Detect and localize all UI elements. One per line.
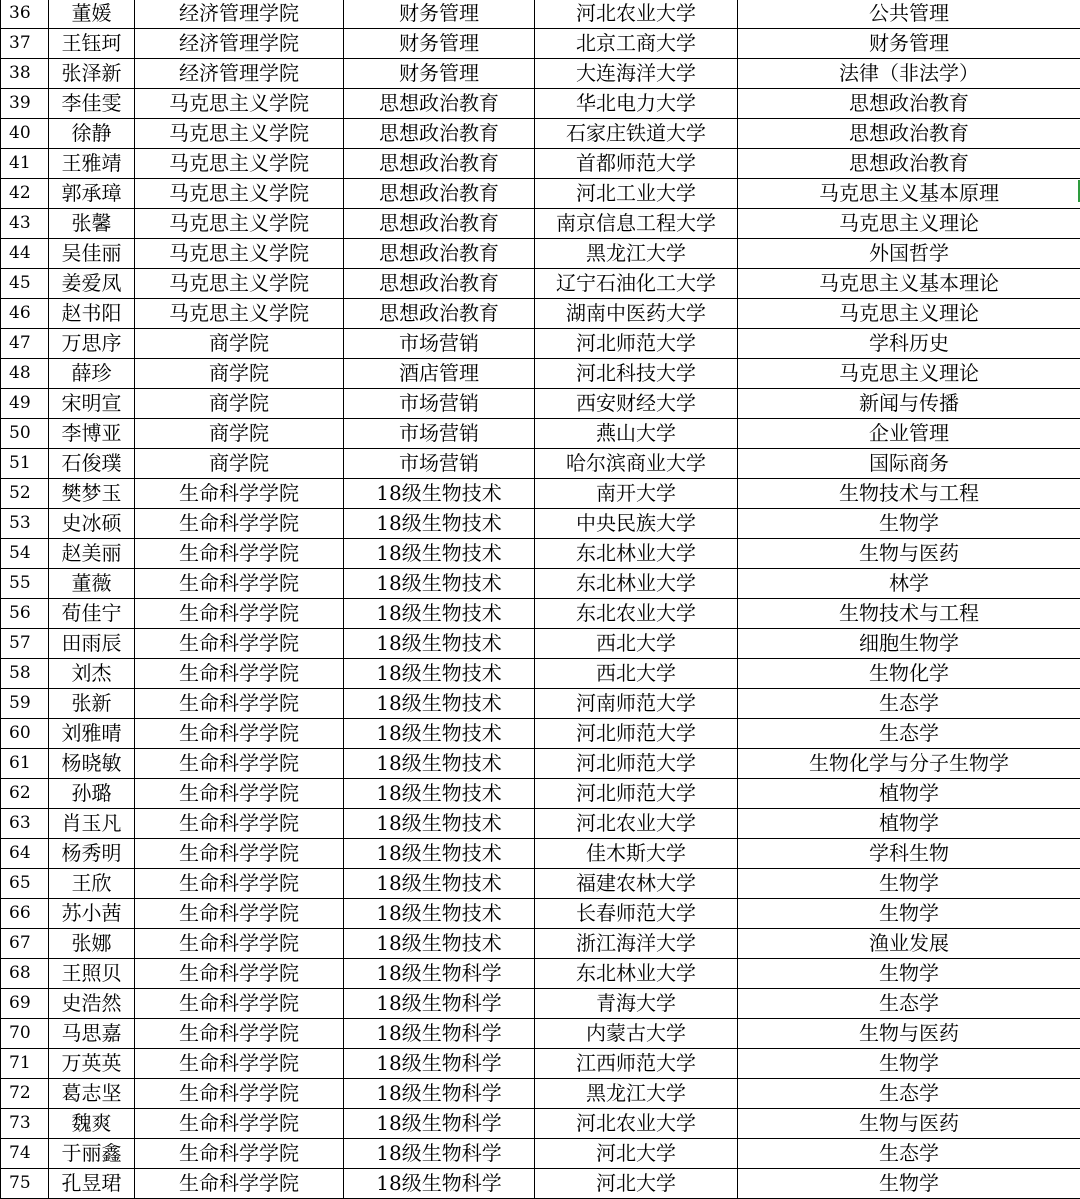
table-row: [1, 179, 1080, 209]
table-row: [1, 719, 1080, 749]
table-row: [1, 1049, 1080, 1079]
admitted-university-cell: 河北师范大学: [535, 779, 738, 809]
admitted-university-cell: 哈尔滨商业大学: [535, 449, 738, 479]
college-cell: 马克思主义学院: [135, 209, 344, 239]
row-number-cell: 39: [1, 89, 49, 119]
table-row: [1, 749, 1080, 779]
college-cell: 商学院: [135, 359, 344, 389]
row-number-cell: 37: [1, 29, 49, 59]
admitted-university-cell: 佳木斯大学: [535, 839, 738, 869]
row-number-cell: 73: [1, 1109, 49, 1139]
admitted-major-cell: 生物技术与工程: [738, 479, 1080, 509]
admitted-university-cell: 首都师范大学: [535, 149, 738, 179]
admitted-major-cell: 新闻与传播: [738, 389, 1080, 419]
admitted-university-cell: 河北农业大学: [535, 809, 738, 839]
admitted-university-cell: 河北大学: [535, 1169, 738, 1199]
college-cell: 马克思主义学院: [135, 179, 344, 209]
table-row: [1, 1079, 1080, 1109]
table-row: [1, 959, 1080, 989]
admitted-university-cell: 南京信息工程大学: [535, 209, 738, 239]
student-name-cell: 吴佳丽: [49, 239, 135, 269]
college-cell: 生命科学学院: [135, 839, 344, 869]
row-number-cell: 51: [1, 449, 49, 479]
admitted-university-cell: 华北电力大学: [535, 89, 738, 119]
row-number-cell: 52: [1, 479, 49, 509]
admitted-major-cell: 生物学: [738, 899, 1080, 929]
admitted-major-cell: 植物学: [738, 809, 1080, 839]
student-name-cell: 马思嘉: [49, 1019, 135, 1049]
admitted-university-cell: 北京工商大学: [535, 29, 738, 59]
row-number-cell: 72: [1, 1079, 49, 1109]
row-number-cell: 67: [1, 929, 49, 959]
student-name-cell: 李佳雯: [49, 89, 135, 119]
admitted-university-cell: 福建农林大学: [535, 869, 738, 899]
undergrad-major-cell: 18级生物科学: [344, 959, 535, 989]
student-name-cell: 徐静: [49, 119, 135, 149]
student-name-cell: 刘雅晴: [49, 719, 135, 749]
college-cell: 生命科学学院: [135, 599, 344, 629]
undergrad-major-cell: 18级生物技术: [344, 509, 535, 539]
undergrad-major-cell: 财务管理: [344, 59, 535, 89]
college-cell: 生命科学学院: [135, 509, 344, 539]
admitted-university-cell: 石家庄铁道大学: [535, 119, 738, 149]
admitted-major-cell: 生态学: [738, 1139, 1080, 1169]
table-row: [1, 1139, 1080, 1169]
undergrad-major-cell: 思想政治教育: [344, 299, 535, 329]
admitted-major-cell: 生物学: [738, 959, 1080, 989]
row-number-cell: 54: [1, 539, 49, 569]
undergrad-major-cell: 18级生物技术: [344, 869, 535, 899]
undergrad-major-cell: 18级生物技术: [344, 629, 535, 659]
student-name-cell: 杨晓敏: [49, 749, 135, 779]
admitted-university-cell: 长春师范大学: [535, 899, 738, 929]
row-number-cell: 55: [1, 569, 49, 599]
student-name-cell: 赵美丽: [49, 539, 135, 569]
admitted-university-cell: 燕山大学: [535, 419, 738, 449]
table-row: [1, 59, 1080, 89]
table-row: [1, 869, 1080, 899]
table-row: [1, 359, 1080, 389]
admitted-major-cell: 生物学: [738, 1049, 1080, 1079]
college-cell: 生命科学学院: [135, 959, 344, 989]
row-number-cell: 71: [1, 1049, 49, 1079]
student-name-cell: 姜爱凤: [49, 269, 135, 299]
college-cell: 经济管理学院: [135, 29, 344, 59]
table-row: [1, 209, 1080, 239]
undergrad-major-cell: 思想政治教育: [344, 179, 535, 209]
admitted-university-cell: 黑龙江大学: [535, 1079, 738, 1109]
college-cell: 生命科学学院: [135, 899, 344, 929]
undergrad-major-cell: 思想政治教育: [344, 239, 535, 269]
admitted-university-cell: 东北林业大学: [535, 539, 738, 569]
table-row: [1, 299, 1080, 329]
undergrad-major-cell: 18级生物技术: [344, 659, 535, 689]
admitted-major-cell: 思想政治教育: [738, 89, 1080, 119]
undergrad-major-cell: 18级生物技术: [344, 749, 535, 779]
row-number-cell: 56: [1, 599, 49, 629]
row-number-cell: 75: [1, 1169, 49, 1199]
row-number-cell: 57: [1, 629, 49, 659]
student-name-cell: 魏爽: [49, 1109, 135, 1139]
admitted-major-cell: 外国哲学: [738, 239, 1080, 269]
admitted-university-cell: 河北师范大学: [535, 329, 738, 359]
college-cell: 生命科学学院: [135, 1049, 344, 1079]
college-cell: 生命科学学院: [135, 779, 344, 809]
student-name-cell: 史浩然: [49, 989, 135, 1019]
table-row: [1, 1169, 1080, 1199]
college-cell: 生命科学学院: [135, 1019, 344, 1049]
row-number-cell: 68: [1, 959, 49, 989]
college-cell: 生命科学学院: [135, 569, 344, 599]
student-name-cell: 薛珍: [49, 359, 135, 389]
college-cell: 马克思主义学院: [135, 119, 344, 149]
college-cell: 生命科学学院: [135, 689, 344, 719]
row-number-cell: 44: [1, 239, 49, 269]
undergrad-major-cell: 18级生物技术: [344, 569, 535, 599]
table-row: [1, 659, 1080, 689]
admitted-major-cell: 生态学: [738, 989, 1080, 1019]
table-row: [1, 809, 1080, 839]
row-number-cell: 74: [1, 1139, 49, 1169]
undergrad-major-cell: 18级生物技术: [344, 809, 535, 839]
student-name-cell: 郭承璋: [49, 179, 135, 209]
student-name-cell: 赵书阳: [49, 299, 135, 329]
undergrad-major-cell: 18级生物技术: [344, 929, 535, 959]
admitted-university-cell: 河北工业大学: [535, 179, 738, 209]
admitted-major-cell: 生态学: [738, 689, 1080, 719]
student-name-cell: 王照贝: [49, 959, 135, 989]
college-cell: 生命科学学院: [135, 1079, 344, 1109]
table-row: [1, 329, 1080, 359]
row-number-cell: 50: [1, 419, 49, 449]
student-name-cell: 孔昱珺: [49, 1169, 135, 1199]
student-name-cell: 王欣: [49, 869, 135, 899]
student-name-cell: 杨秀明: [49, 839, 135, 869]
college-cell: 生命科学学院: [135, 629, 344, 659]
admitted-university-cell: 江西师范大学: [535, 1049, 738, 1079]
admitted-university-cell: 南开大学: [535, 479, 738, 509]
admitted-major-cell: 生物与医药: [738, 1109, 1080, 1139]
undergrad-major-cell: 思想政治教育: [344, 119, 535, 149]
admitted-university-cell: 河北师范大学: [535, 749, 738, 779]
college-cell: 生命科学学院: [135, 989, 344, 1019]
admitted-major-cell: 生物化学: [738, 659, 1080, 689]
student-name-cell: 王雅靖: [49, 149, 135, 179]
admitted-major-cell: 生态学: [738, 719, 1080, 749]
student-name-cell: 万思序: [49, 329, 135, 359]
admitted-major-cell: 马克思主义理论: [738, 209, 1080, 239]
admitted-major-cell: 生物与医药: [738, 1019, 1080, 1049]
undergrad-major-cell: 思想政治教育: [344, 149, 535, 179]
undergrad-major-cell: 18级生物科学: [344, 1109, 535, 1139]
student-name-cell: 张娜: [49, 929, 135, 959]
admitted-major-cell: 马克思主义基本理论: [738, 269, 1080, 299]
table-row: [1, 899, 1080, 929]
admitted-major-cell: 思想政治教育: [738, 149, 1080, 179]
admitted-major-cell: 植物学: [738, 779, 1080, 809]
admitted-major-cell: 国际商务: [738, 449, 1080, 479]
college-cell: 马克思主义学院: [135, 89, 344, 119]
table-row: [1, 539, 1080, 569]
admitted-university-cell: 内蒙古大学: [535, 1019, 738, 1049]
undergrad-major-cell: 思想政治教育: [344, 269, 535, 299]
table-row: [1, 839, 1080, 869]
admitted-major-cell: 马克思主义理论: [738, 299, 1080, 329]
college-cell: 生命科学学院: [135, 929, 344, 959]
admitted-university-cell: 东北林业大学: [535, 959, 738, 989]
admitted-university-cell: 东北农业大学: [535, 599, 738, 629]
college-cell: 生命科学学院: [135, 719, 344, 749]
undergrad-major-cell: 18级生物科学: [344, 1079, 535, 1109]
admitted-university-cell: 大连海洋大学: [535, 59, 738, 89]
student-name-cell: 石俊璞: [49, 449, 135, 479]
college-cell: 马克思主义学院: [135, 149, 344, 179]
table-row: [1, 1109, 1080, 1139]
student-name-cell: 田雨辰: [49, 629, 135, 659]
undergrad-major-cell: 18级生物技术: [344, 539, 535, 569]
table-row: [1, 149, 1080, 179]
row-number-cell: 41: [1, 149, 49, 179]
admitted-major-cell: 马克思主义理论: [738, 359, 1080, 389]
admitted-major-cell: 学科历史: [738, 329, 1080, 359]
row-number-cell: 59: [1, 689, 49, 719]
row-number-cell: 43: [1, 209, 49, 239]
admitted-university-cell: 河北农业大学: [535, 0, 738, 29]
undergrad-major-cell: 18级生物技术: [344, 479, 535, 509]
table-row: [1, 599, 1080, 629]
table-row: [1, 929, 1080, 959]
student-name-cell: 李博亚: [49, 419, 135, 449]
row-number-cell: 49: [1, 389, 49, 419]
undergrad-major-cell: 18级生物科学: [344, 1019, 535, 1049]
student-name-cell: 刘杰: [49, 659, 135, 689]
admitted-major-cell: 细胞生物学: [738, 629, 1080, 659]
table-row: [1, 1019, 1080, 1049]
college-cell: 马克思主义学院: [135, 299, 344, 329]
undergrad-major-cell: 18级生物技术: [344, 779, 535, 809]
college-cell: 马克思主义学院: [135, 269, 344, 299]
admitted-major-cell: 马克思主义基本原理: [738, 179, 1080, 209]
admitted-university-cell: 河北大学: [535, 1139, 738, 1169]
row-number-cell: 40: [1, 119, 49, 149]
admitted-major-cell: 企业管理: [738, 419, 1080, 449]
undergrad-major-cell: 18级生物科学: [344, 989, 535, 1019]
admitted-university-cell: 河北师范大学: [535, 719, 738, 749]
admitted-university-cell: 青海大学: [535, 989, 738, 1019]
table-row: [1, 269, 1080, 299]
admitted-university-cell: 辽宁石油化工大学: [535, 269, 738, 299]
college-cell: 生命科学学院: [135, 749, 344, 779]
admitted-major-cell: 生物化学与分子生物学: [738, 749, 1080, 779]
admitted-university-cell: 浙江海洋大学: [535, 929, 738, 959]
student-name-cell: 史冰硕: [49, 509, 135, 539]
row-number-cell: 48: [1, 359, 49, 389]
admitted-major-cell: 生物学: [738, 869, 1080, 899]
admitted-university-cell: 西北大学: [535, 629, 738, 659]
row-number-cell: 69: [1, 989, 49, 1019]
row-number-cell: 45: [1, 269, 49, 299]
table-row: [1, 119, 1080, 149]
row-number-cell: 66: [1, 899, 49, 929]
college-cell: 商学院: [135, 419, 344, 449]
admitted-major-cell: 财务管理: [738, 29, 1080, 59]
table-row: [1, 389, 1080, 419]
admitted-university-cell: 湖南中医药大学: [535, 299, 738, 329]
row-number-cell: 36: [1, 0, 49, 29]
row-number-cell: 64: [1, 839, 49, 869]
undergrad-major-cell: 18级生物科学: [344, 1169, 535, 1199]
admitted-major-cell: 林学: [738, 569, 1080, 599]
undergrad-major-cell: 18级生物科学: [344, 1139, 535, 1169]
college-cell: 生命科学学院: [135, 539, 344, 569]
admitted-university-cell: 河北农业大学: [535, 1109, 738, 1139]
table-row: [1, 689, 1080, 719]
admitted-major-cell: 思想政治教育: [738, 119, 1080, 149]
undergrad-major-cell: 18级生物技术: [344, 719, 535, 749]
student-name-cell: 张新: [49, 689, 135, 719]
row-number-cell: 46: [1, 299, 49, 329]
student-name-cell: 王钰珂: [49, 29, 135, 59]
undergrad-major-cell: 18级生物技术: [344, 839, 535, 869]
admitted-major-cell: 法律（非法学）: [738, 59, 1080, 89]
student-name-cell: 苏小茜: [49, 899, 135, 929]
admitted-major-cell: 生物学: [738, 1169, 1080, 1199]
admitted-major-cell: 生物学: [738, 509, 1080, 539]
undergrad-major-cell: 酒店管理: [344, 359, 535, 389]
admitted-university-cell: 中央民族大学: [535, 509, 738, 539]
college-cell: 经济管理学院: [135, 59, 344, 89]
undergrad-major-cell: 思想政治教育: [344, 89, 535, 119]
table-row: [1, 629, 1080, 659]
row-number-cell: 53: [1, 509, 49, 539]
college-cell: 生命科学学院: [135, 869, 344, 899]
row-number-cell: 70: [1, 1019, 49, 1049]
college-cell: 经济管理学院: [135, 0, 344, 29]
admitted-major-cell: 生态学: [738, 1079, 1080, 1109]
undergrad-major-cell: 市场营销: [344, 449, 535, 479]
college-cell: 生命科学学院: [135, 479, 344, 509]
table-row: [1, 419, 1080, 449]
student-name-cell: 孙璐: [49, 779, 135, 809]
admitted-university-cell: 东北林业大学: [535, 569, 738, 599]
student-name-cell: 董薇: [49, 569, 135, 599]
undergrad-major-cell: 18级生物科学: [344, 1049, 535, 1079]
college-cell: 马克思主义学院: [135, 239, 344, 269]
student-name-cell: 肖玉凡: [49, 809, 135, 839]
undergrad-major-cell: 市场营销: [344, 389, 535, 419]
student-name-cell: 樊梦玉: [49, 479, 135, 509]
row-number-cell: 60: [1, 719, 49, 749]
row-number-cell: 58: [1, 659, 49, 689]
table-row: [1, 509, 1080, 539]
admitted-major-cell: 渔业发展: [738, 929, 1080, 959]
admitted-major-cell: 公共管理: [738, 0, 1080, 29]
student-name-cell: 张馨: [49, 209, 135, 239]
row-number-cell: 63: [1, 809, 49, 839]
table-body: [1, 0, 1080, 1199]
table-row: [1, 569, 1080, 599]
row-number-cell: 38: [1, 59, 49, 89]
row-number-cell: 62: [1, 779, 49, 809]
student-name-cell: 于丽鑫: [49, 1139, 135, 1169]
college-cell: 生命科学学院: [135, 1139, 344, 1169]
undergrad-major-cell: 18级生物技术: [344, 689, 535, 719]
row-number-cell: 65: [1, 869, 49, 899]
admitted-university-cell: 黑龙江大学: [535, 239, 738, 269]
table-row: [1, 0, 1080, 29]
undergrad-major-cell: 市场营销: [344, 329, 535, 359]
student-name-cell: 宋明宣: [49, 389, 135, 419]
table-row: [1, 989, 1080, 1019]
table-row: [1, 479, 1080, 509]
undergrad-major-cell: 市场营销: [344, 419, 535, 449]
row-number-cell: 47: [1, 329, 49, 359]
college-cell: 商学院: [135, 329, 344, 359]
undergrad-major-cell: 18级生物技术: [344, 899, 535, 929]
table-row: [1, 89, 1080, 119]
student-name-cell: 张泽新: [49, 59, 135, 89]
admitted-university-cell: 河南师范大学: [535, 689, 738, 719]
admitted-major-cell: 生物与医药: [738, 539, 1080, 569]
undergrad-major-cell: 财务管理: [344, 0, 535, 29]
student-name-cell: 万英英: [49, 1049, 135, 1079]
college-cell: 生命科学学院: [135, 1169, 344, 1199]
college-cell: 生命科学学院: [135, 1109, 344, 1139]
admitted-university-cell: 西安财经大学: [535, 389, 738, 419]
admitted-major-cell: 学科生物: [738, 839, 1080, 869]
undergrad-major-cell: 思想政治教育: [344, 209, 535, 239]
table-row: [1, 449, 1080, 479]
student-name-cell: 荀佳宁: [49, 599, 135, 629]
undergrad-major-cell: 财务管理: [344, 29, 535, 59]
college-cell: 生命科学学院: [135, 659, 344, 689]
student-name-cell: 葛志坚: [49, 1079, 135, 1109]
undergrad-major-cell: 18级生物技术: [344, 599, 535, 629]
college-cell: 生命科学学院: [135, 809, 344, 839]
college-cell: 商学院: [135, 389, 344, 419]
row-number-cell: 42: [1, 179, 49, 209]
row-number-cell: 61: [1, 749, 49, 779]
table-row: [1, 239, 1080, 269]
table-row: [1, 779, 1080, 809]
admitted-major-cell: 生物技术与工程: [738, 599, 1080, 629]
student-name-cell: 董媛: [49, 0, 135, 29]
admitted-university-cell: 河北科技大学: [535, 359, 738, 389]
college-cell: 商学院: [135, 449, 344, 479]
admitted-university-cell: 西北大学: [535, 659, 738, 689]
table-row: [1, 29, 1080, 59]
